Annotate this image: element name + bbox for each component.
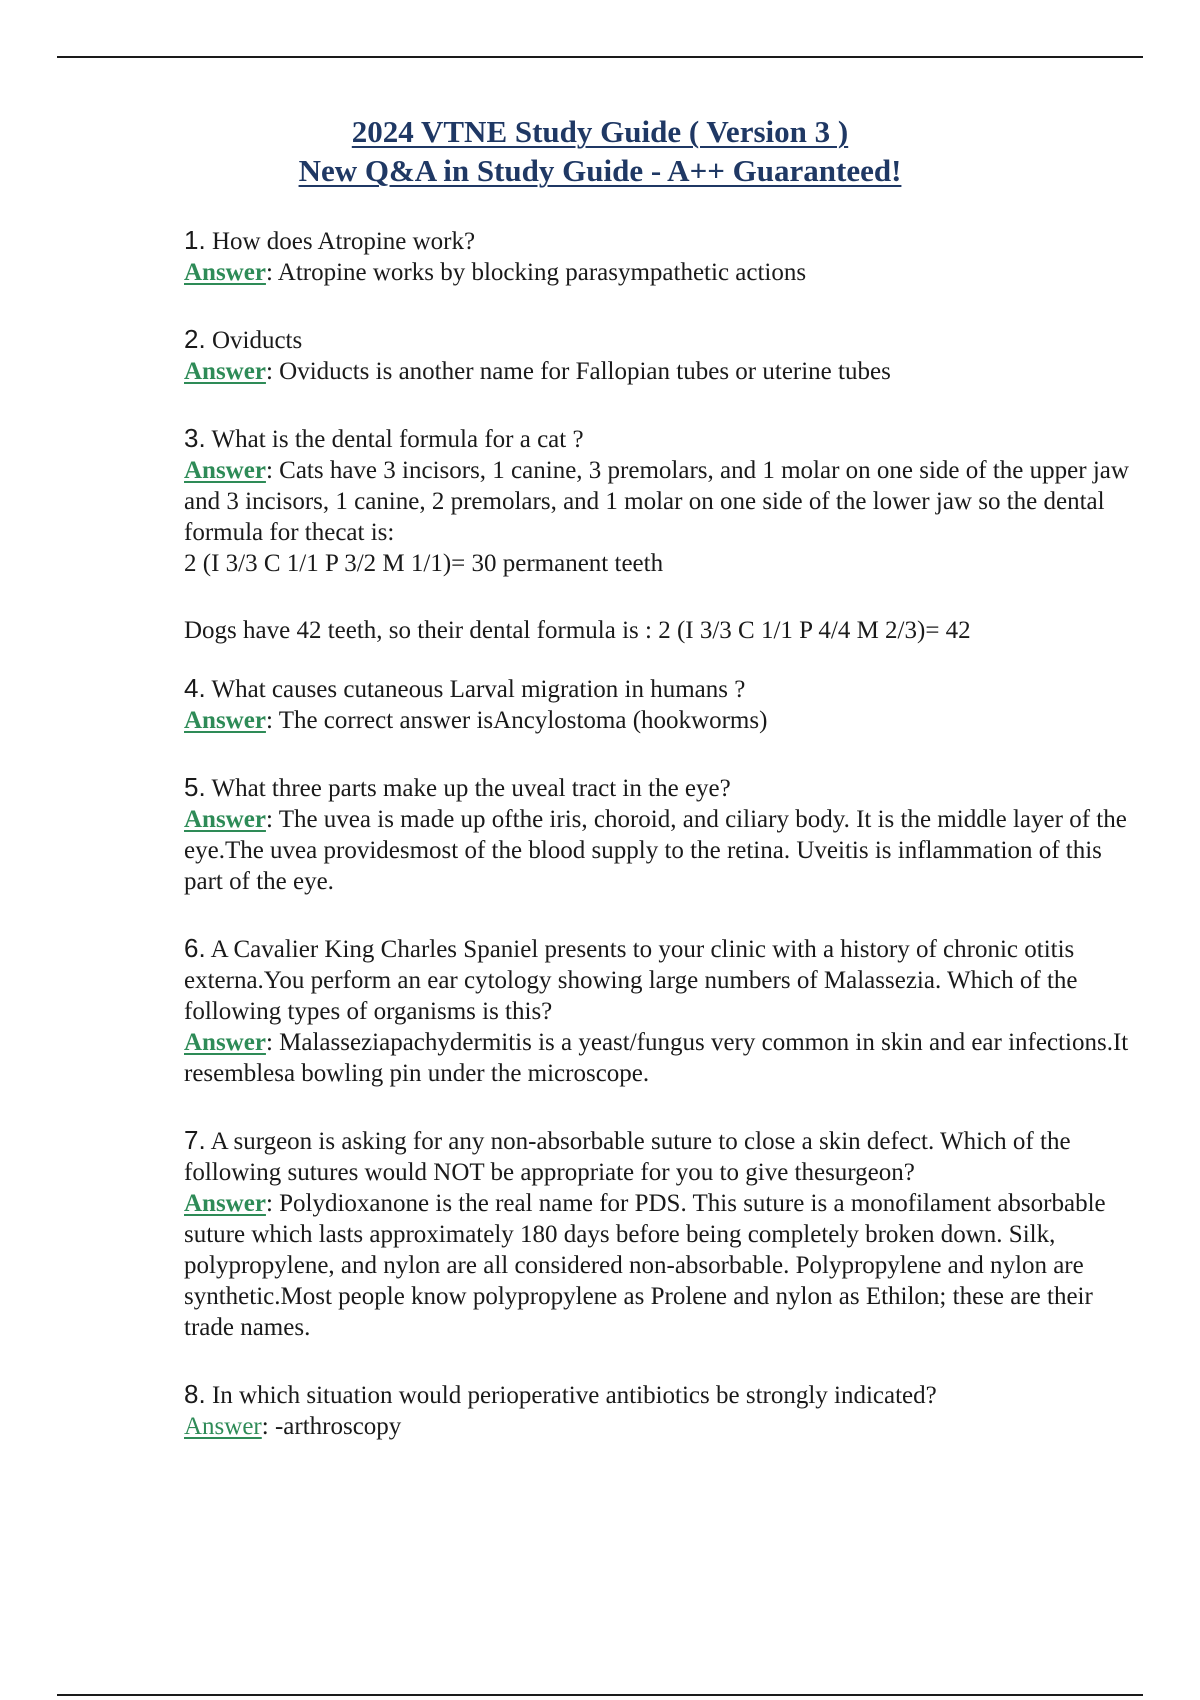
question: 1. How does Atropine work? xyxy=(184,225,476,255)
answer: Answer: -arthroscopy xyxy=(184,1413,402,1440)
answer-label: Answer xyxy=(184,707,266,734)
answer: Answer: Polydioxanone is the real name for PDS. This suture is a monofilament absorbable suture which lasts approximately 180 days before being completely broken down. Silk, polypropylene, and nylon are all considered non-absorbable. Polypropylene and nylon are synthetic.Most people know polypropylene as Prolene and nylon as Ethilon; these are their trade names. xyxy=(184,1190,1106,1341)
question: 7. A surgeon is asking for any non-absorbable suture to close a skin defect. Which of the following sutures would NOT be appropriate for you to give thesurgeon? xyxy=(184,1125,1071,1186)
qa-item-7 xyxy=(184,1125,1136,1343)
answer: Answer: Cats have 3 incisors, 1 canine, 3 premolars, and 1 molar on one side of the upper jaw and 3 incisors, 1 canine, 2 premolars, and 1 molar on one side of the lower jaw so the dental formula for thecat is: xyxy=(184,457,1129,546)
question: 4. What causes cutaneous Larval migration in humans ? xyxy=(184,673,746,703)
answer: Answer: The uvea is made up ofthe iris, choroid, and ciliary body. It is the middle layer of the eye.The uvea providesmost of the blood supply to the retina. Uveitis is inflammation of this part of the eye. xyxy=(184,806,1127,895)
answer-label: Answer xyxy=(184,806,266,833)
dog-dental-formula: Dogs have 42 teeth, so their dental formula is : 2 (I 3/3 C 1/1 P 4/4 M 2/3)= 42 xyxy=(184,617,971,644)
answer: Answer: Oviducts is another name for Fallopian tubes or uterine tubes xyxy=(184,358,891,385)
qa-item-8 xyxy=(184,1379,1136,1442)
top-rule xyxy=(57,56,1143,58)
title-line-1: 2024 VTNE Study Guide ( Version 3 ) xyxy=(351,114,849,149)
answer-label: Answer xyxy=(184,259,266,286)
answer-label: Answer xyxy=(184,1413,262,1440)
answer-label: Answer xyxy=(184,457,266,484)
qa-item-4 xyxy=(184,673,1136,736)
bottom-rule xyxy=(57,1694,1143,1696)
answer: Answer: The correct answer isAncylostoma (hookworms) xyxy=(184,707,768,734)
question: 3. What is the dental formula for a cat ? xyxy=(184,423,584,453)
qa-item-3 xyxy=(184,423,1136,646)
question: 5. What three parts make up the uveal tract in the eye? xyxy=(184,772,731,802)
question: 2. Oviducts xyxy=(184,324,303,354)
question: 8. In which situation would perioperative antibiotics be strongly indicated? xyxy=(184,1379,937,1409)
qa-item-6 xyxy=(184,933,1136,1089)
qa-item-1 xyxy=(184,225,1136,288)
document-title xyxy=(0,112,1200,190)
qa-list xyxy=(184,225,1136,1478)
answer: Answer: Malasseziapachydermitis is a yeast/fungus very common in skin and ear infections.It resemblesa bowling pin under the microscope. xyxy=(184,1029,1129,1087)
qa-item-5 xyxy=(184,772,1136,897)
answer: Answer: Atropine works by blocking parasympathetic actions xyxy=(184,259,807,286)
title-line-2: New Q&A in Study Guide - A++ Guaranteed! xyxy=(298,153,902,188)
answer-label: Answer xyxy=(184,1190,266,1217)
cat-dental-formula: 2 (I 3/3 C 1/1 P 3/2 M 1/1)= 30 permanent teeth xyxy=(184,550,664,577)
answer-label: Answer xyxy=(184,358,266,385)
qa-item-2 xyxy=(184,324,1136,387)
question: 6. A Cavalier King Charles Spaniel presents to your clinic with a history of chronic otitis externa.You perform an ear cytology showing large numbers of Malassezia. Which of the following types of organisms is this? xyxy=(184,933,1078,1025)
answer-label: Answer xyxy=(184,1029,266,1056)
